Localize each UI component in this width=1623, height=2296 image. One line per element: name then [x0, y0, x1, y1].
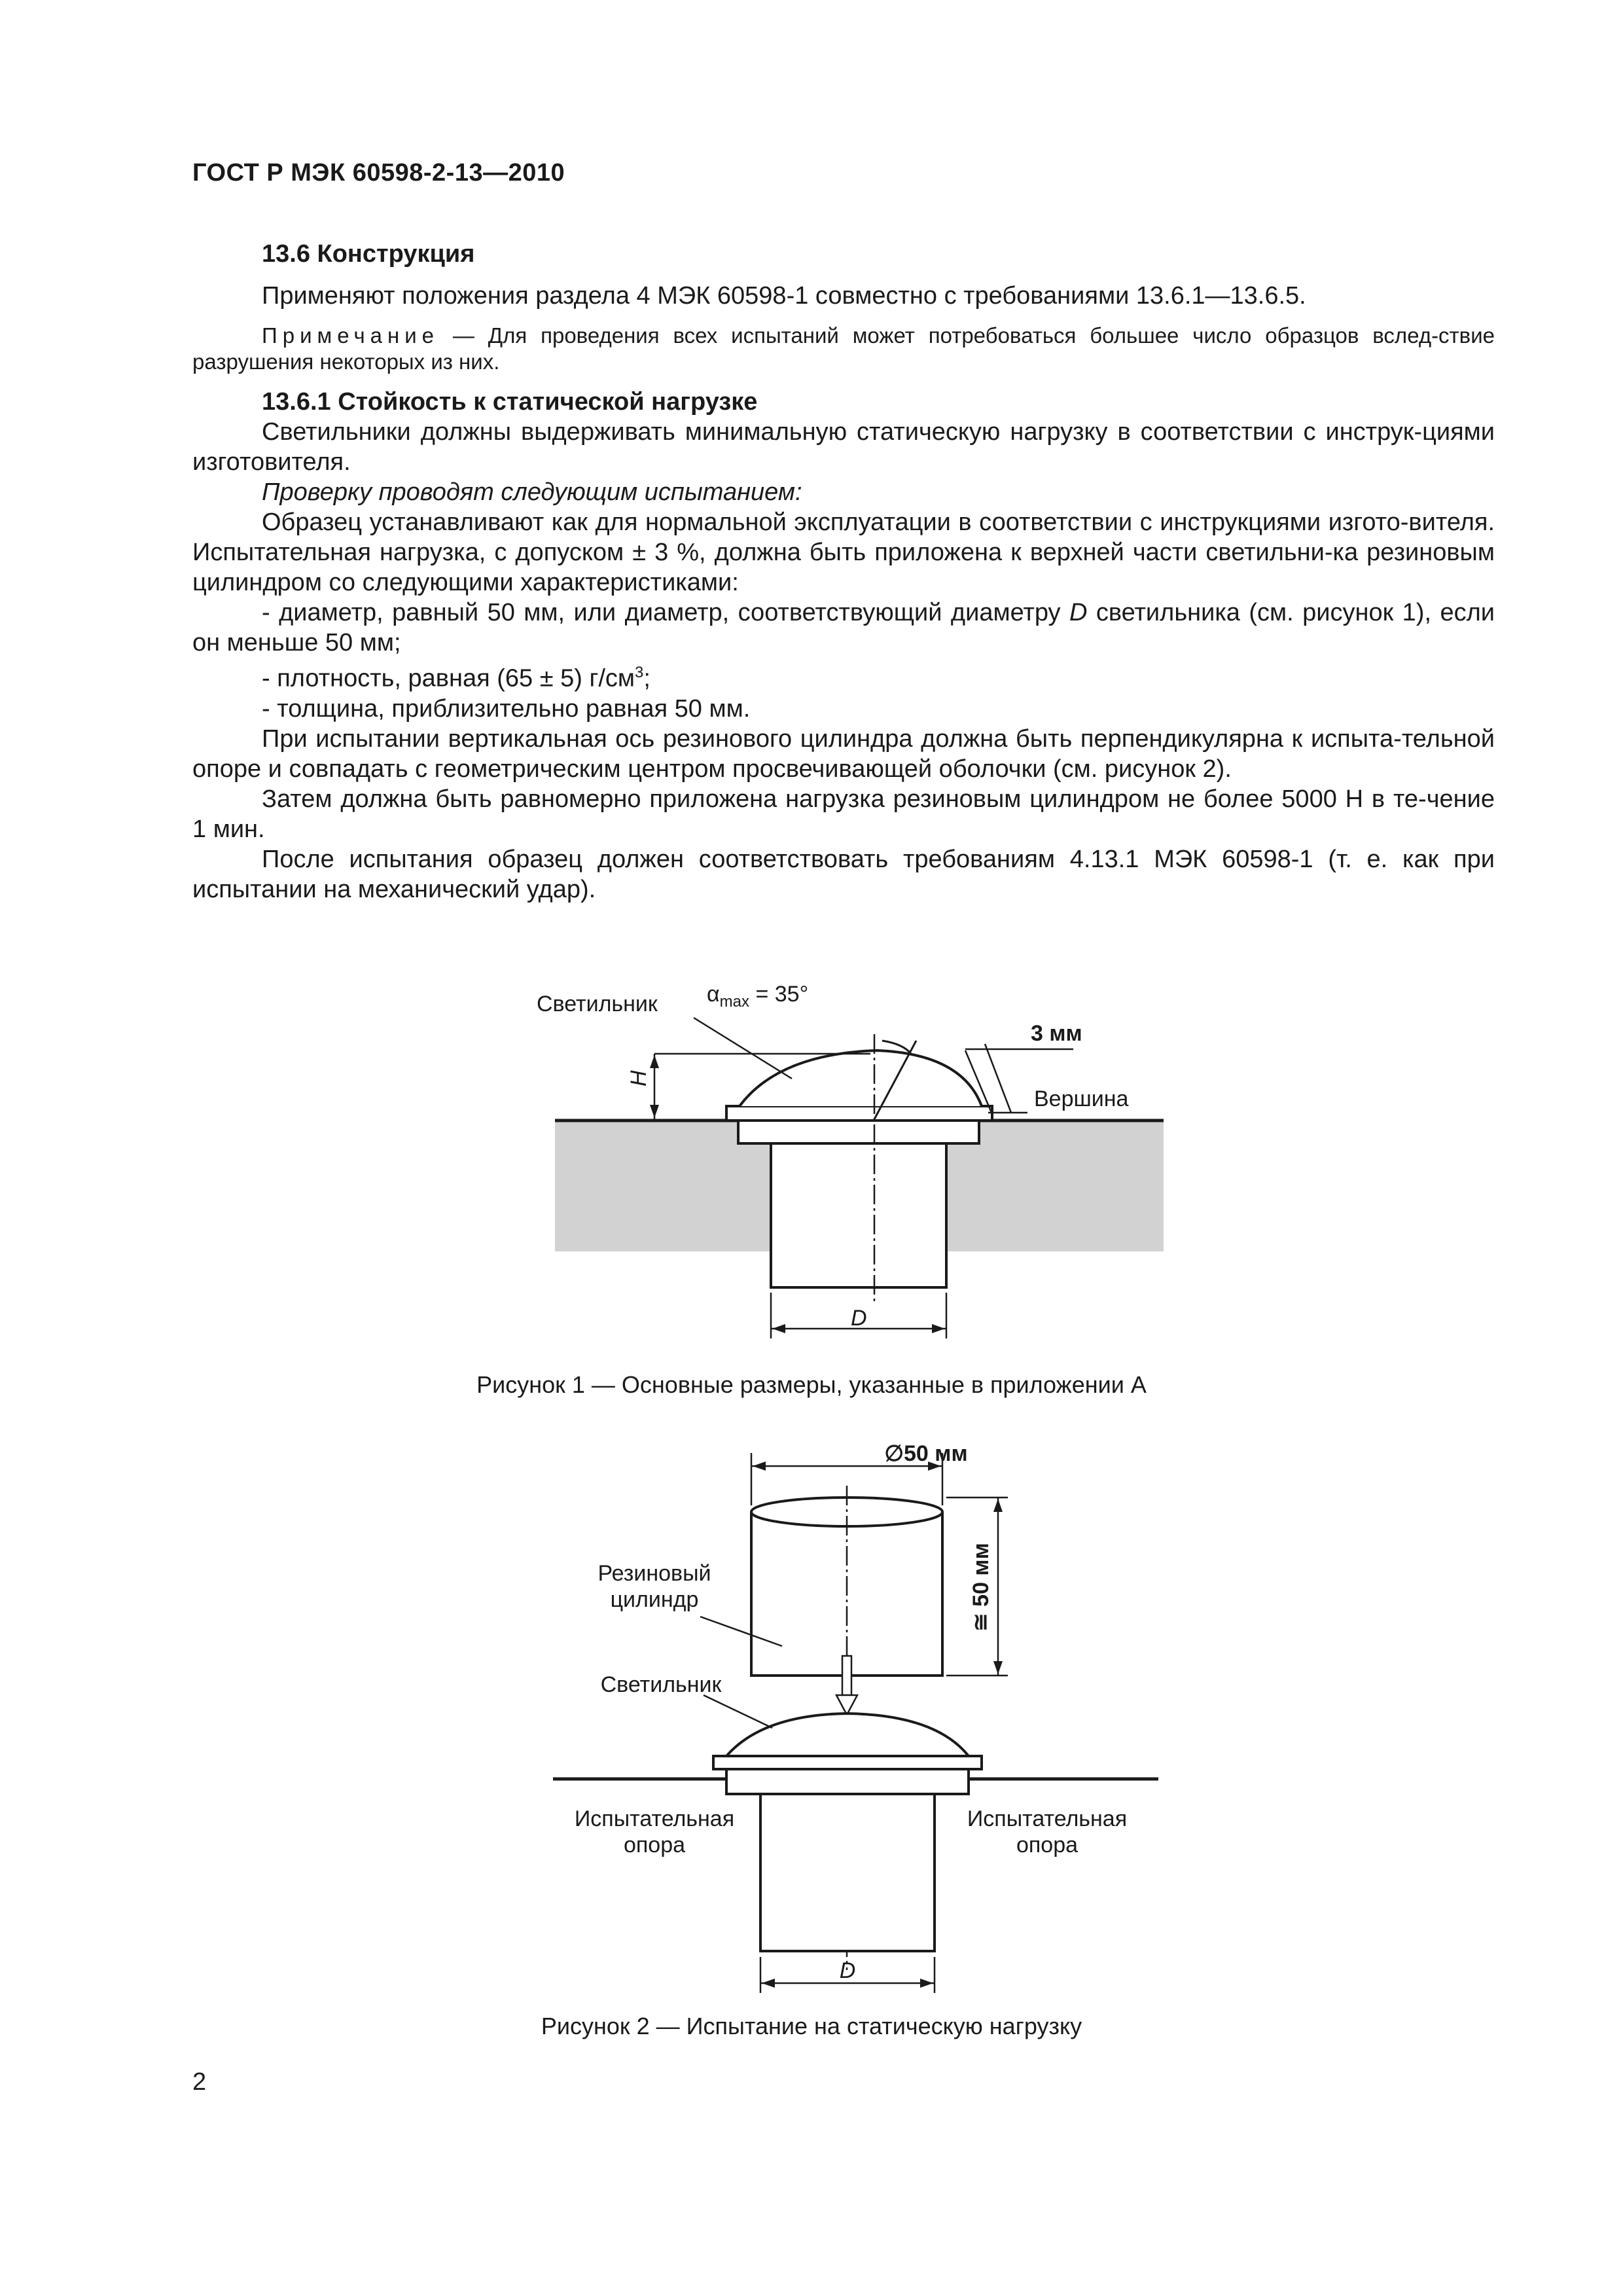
list-item-2-text-a: - плотность, равная (65 ± 5) г/см: [262, 664, 635, 692]
luminaire-rim: [738, 1121, 979, 1143]
list-item-1-text-a: - диаметр, равный 50 мм, или диаметр, соответствующий диаметру: [262, 599, 1069, 626]
d-arrow-right: [932, 1324, 945, 1333]
note-label: Примечание: [262, 323, 440, 348]
fig1-alpha-value: = 35°: [749, 982, 809, 1007]
paragraph-3: Образец устанавливают как для нормальной эксплуатации в соответствии с инструкциями изгото-вителя. Испытательная нагрузка, с допуском ± 3 %, должна быть приложена к верхней части светильни-ка резиновым цилиндром со следующими характеристиками:: [192, 509, 1495, 596]
fig2-label-support-left-2: опора: [623, 1833, 686, 1857]
subsection-title: 13.6.1 Стойкость к статической нагрузке: [262, 388, 758, 416]
luminaire-body: [771, 1142, 946, 1287]
fig2-label-d: D: [839, 1958, 856, 1983]
fig2-label-support-right-2: опора: [1016, 1833, 1079, 1857]
list-item-2-text-b: ;: [643, 664, 651, 692]
luminaire-rim-2: [726, 1769, 969, 1794]
paragraph-5: Затем должна быть равномерно приложена нагрузка резиновым цилиндром не более 5000 Н в те-чение 1 мин.: [192, 785, 1495, 843]
paragraph-2: Проверку проводят следующим испытанием:: [262, 478, 802, 506]
luminaire-flange: [726, 1106, 992, 1121]
body-text: [192, 239, 1495, 905]
list-item-2-sup: 3: [635, 664, 644, 681]
h-arrow-top: [650, 1055, 659, 1068]
height-arrow-top: [993, 1499, 1003, 1512]
list-item-1: [192, 598, 1495, 658]
figure-1-diagram: [0, 969, 1623, 1361]
fig1-alpha-symbol: α: [707, 982, 720, 1007]
figure-2-caption: Рисунок 2 — Испытание на статическую нагрузку: [541, 2013, 1082, 2039]
d2-arrow-right: [920, 1979, 933, 1988]
paragraph-4: При испытании вертикальная ось резинового цилиндра должна быть перпендикулярна к испыта-тельной опоре и совпадать с геометрическим центром просвечивающей оболочки (см. рисунок 2).: [192, 725, 1495, 783]
fig1-label-alpha: [707, 982, 808, 1011]
list-item-2: [192, 658, 1495, 694]
fig2-label-diam: ∅50 мм: [884, 1441, 968, 1466]
d-arrow-left: [772, 1324, 785, 1333]
fig1-label-luminaire: Светильник: [537, 992, 658, 1016]
load-arrow-head: [836, 1695, 857, 1715]
list-item-1-var: D: [1069, 599, 1088, 626]
section-intro: Применяют положения раздела 4 МЭК 60598-1 совместно с требованиями 13.6.1—13.6.5.: [262, 282, 1306, 310]
fig2-label-support-right-1: Испытательная: [967, 1806, 1128, 1831]
figure-2-diagram: [0, 1427, 1623, 2003]
fig2-label-height: ≅ 50 мм: [969, 1543, 993, 1632]
luminaire-leader-2: [704, 1695, 772, 1728]
document-header: ГОСТ Р МЭК 60598-2-13—2010: [192, 159, 565, 187]
fig2-label-rubber-1: Резиновый: [597, 1561, 711, 1586]
luminaire-dome: [740, 1050, 982, 1106]
list-item-1-text-b: светильника (см. рисунок 1), если он меньше 50 мм;: [192, 599, 1495, 656]
luminaire-leader: [694, 1018, 792, 1079]
diam-arrow-left: [753, 1462, 766, 1471]
fig2-label-rubber-2: цилиндр: [610, 1587, 699, 1612]
note-text: — Для проведения всех испытаний может потребоваться большее число образцов вслед-ствие разрушения некоторых из них.: [192, 323, 1495, 374]
fig2-label-support-left-1: Испытательная: [574, 1806, 735, 1831]
luminaire-body-2: [760, 1794, 935, 1951]
luminaire-dome-2: [726, 1713, 969, 1756]
page-number: 2: [192, 2068, 207, 2096]
load-arrow-shaft: [842, 1656, 851, 1695]
luminaire-flange-2: [713, 1756, 982, 1769]
fig1-alpha-sub: max: [719, 993, 749, 1011]
fig2-label-luminaire: Светильник: [600, 1672, 722, 1697]
note-paragraph: [192, 323, 1495, 375]
fig1-label-top: Вершина: [1034, 1086, 1129, 1111]
paragraph-1: Светильники должны выдерживать минимальную статическую нагрузку в соответствии с инструк-циями изготовителя.: [192, 418, 1495, 476]
height-arrow-bottom: [993, 1661, 1003, 1674]
h-arrow-bottom: [650, 1105, 659, 1118]
three-mm-line-b: [985, 1044, 1011, 1113]
section-title: 13.6 Конструкция: [262, 240, 475, 268]
fig1-label-3mm: 3 мм: [1031, 1021, 1082, 1046]
fig1-label-h: H: [626, 1070, 651, 1086]
d2-arrow-left: [762, 1979, 775, 1988]
fig1-label-d: D: [851, 1306, 867, 1331]
figure-1-caption: Рисунок 1 — Основные размеры, указанные в приложении А: [476, 1371, 1147, 1398]
list-item-3: - толщина, приблизительно равная 50 мм.: [262, 694, 751, 723]
paragraph-6: После испытания образец должен соответствовать требованиям 4.13.1 МЭК 60598-1 (т. е. как при испытании на механический удар).: [192, 845, 1495, 903]
